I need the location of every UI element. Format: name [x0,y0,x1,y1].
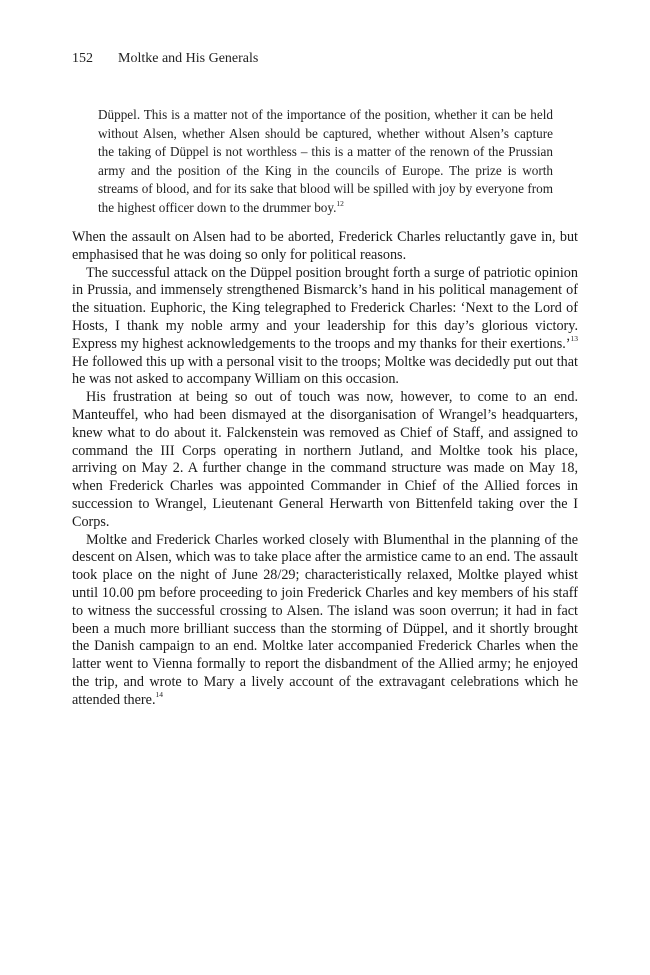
paragraph-3-text: His frustration at being so out of touch was now, however, to come to an end. Manteuffel, who had been dismayed at the disorganisation of Wrangel’s headquarters, knew what to do about it. Falckenstein was removed as Chief of Staff, and assigned to command the III Corps operating in northern Jutland, and Moltke took his place, arriving on May 2. A further change in the command structure was made on May 18, when Frederick Charles was appointed Commander in Chief of the Allied forces in succession to Wrangel, Lieutenant General Herwarth von Bittenfeld taking over the I Corps. [72,389,578,530]
paragraph-4 [72,532,578,710]
paragraph-2 [72,265,578,390]
paragraph-1 [72,229,578,265]
block-quote-text: Düppel. This is a matter not of the importance of the position, whether it can be held without Alsen, whether Alsen should be captured, whether without Alsen’s capture the taking of Düppel is not worthless – this is a matter of the renown of the Prussian army and the position of the King in the councils of Europe. The prize is worth streams of blood, and for its sake that blood will be spilled with joy by everyone from the highest officer down to the drummer boy. [98,107,553,215]
running-header [72,50,258,68]
paragraph-3 [72,389,578,531]
footnote-marker-14: 14 [155,689,164,699]
paragraph-2-text-after-note: He followed this up with a personal visit to the troops; Moltke was decidedly put out that he was not asked to accompany William on this occasion. [72,353,578,388]
body-text [72,229,578,710]
block-quote [98,106,553,218]
paragraph-1-text: When the assault on Alsen had to be aborted, Frederick Charles reluctantly gave in, but emphasised that he was doing so only for political reasons. [72,229,578,263]
running-title: Moltke and His Generals [118,51,259,66]
footnote-marker-13: 13 [570,334,578,344]
page-number: 152 [72,51,93,66]
paragraph-4-text: Moltke and Frederick Charles worked closely with Blumenthal in the planning of the descent on Alsen, which was to take place after the armistice came to an end. The assault took place on the night of June 28/29; characteristically relaxed, Moltke played whist until 10.00 pm before proceeding to join Frederick Charles and key members of his staff to witness the successful crossing to Alsen. The island was soon overrun; it had in fact been a much more brilliant success than the storming of Düppel, and it shortly brought the Danish campaign to an end. Moltke later accompanied Frederick Charles when the latter went to Vienna formally to report the disbandment of the Allied army; he enjoyed the trip, and wrote to Mary a lively account of the extravagant celebrations which he attended there. [72,531,578,708]
paragraph-2-text-before-note: The successful attack on the Düppel position brought forth a surge of patriotic opinion in Prussia, and immensely strengthened Bismarck’s hand in his political management of the situation. Euphoric, the King telegraphed to Frederick Charles: ‘Next to the Lord of Hosts, I thank my noble army and your leadership for this day’s glorious victory. Express my highest acknowledgements to the troops and my thanks for their exertions.’ [72,264,578,352]
footnote-marker-12: 12 [336,198,344,208]
